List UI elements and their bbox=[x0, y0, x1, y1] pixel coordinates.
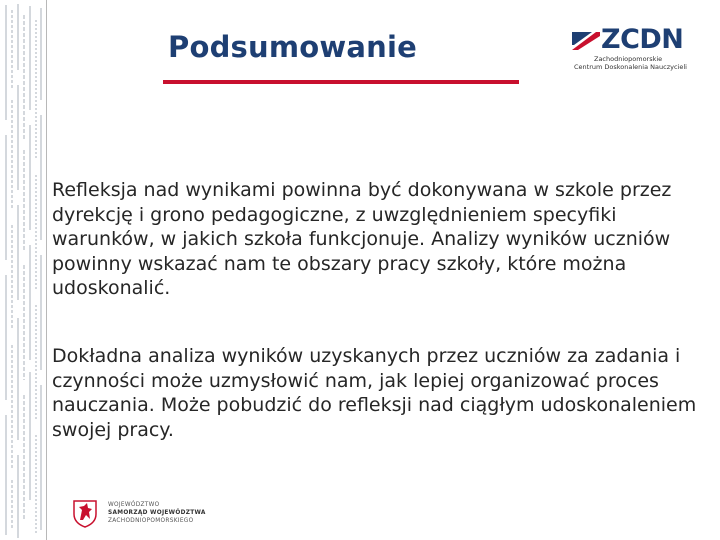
title-underline bbox=[163, 80, 519, 84]
decorative-handwriting-strip bbox=[0, 0, 48, 540]
paragraph-1: Refleksja nad wynikami powinna być dokonywana w szkole przez dyrekcję i grono pedagogiczne, z uwzględnieniem specyfiki warunków, w jakich szkoła funkcjonuje. Analizy wyników uczniów powinny wskazać nam te obszary pracy szkoły, które można udoskonalić. bbox=[52, 179, 672, 299]
griffin-emblem-icon bbox=[70, 498, 100, 528]
handwriting-texture bbox=[0, 0, 46, 540]
logo-name: ZCDN bbox=[601, 24, 684, 55]
logo-subtitle-2: Centrum Doskonalenia Nauczycieli bbox=[574, 63, 687, 71]
strip-divider bbox=[46, 0, 47, 540]
footer-line-2: SAMORZĄD WOJEWÓDZTWA bbox=[108, 510, 206, 516]
footer-line-1: WOJEWÓDZTWO bbox=[108, 502, 160, 508]
zcdn-logo-mark-icon bbox=[570, 28, 602, 54]
zcdn-logo bbox=[570, 24, 687, 76]
footer-line-3: ZACHODNIOPOMORSKIEGO bbox=[108, 518, 194, 524]
logo-subtitle-1: Zachodniopomorskie bbox=[594, 55, 663, 63]
paragraph-2: Dokładna analiza wyników uzyskanych przez uczniów za zadania i czynności może uzmysłowić nam, jak lepiej organizować proces nauczania. Może pobudzić do refleksji nad ciągłym udoskonaleniem swojej pracy. bbox=[52, 345, 697, 441]
slide-title: Podsumowanie bbox=[168, 30, 417, 64]
